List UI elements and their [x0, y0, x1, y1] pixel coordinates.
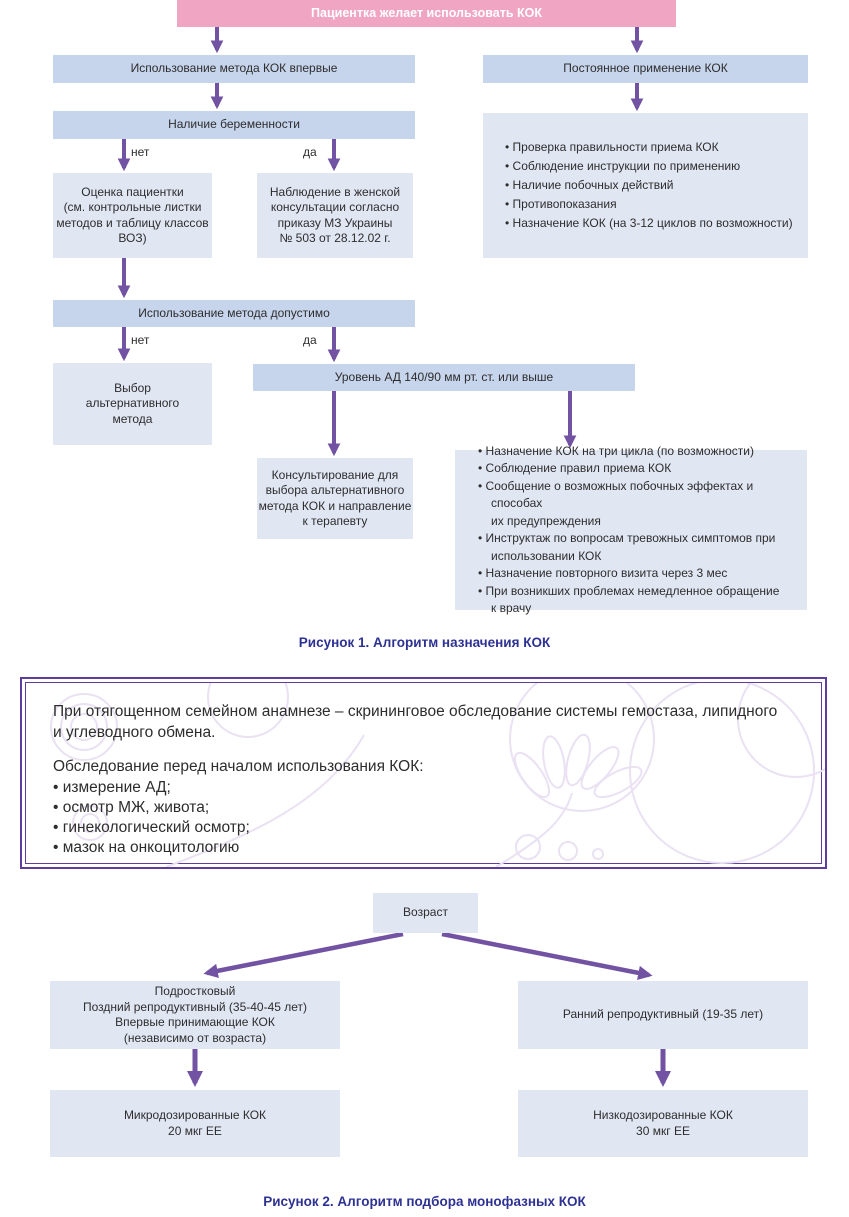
node-group-adolescent — [50, 981, 340, 1049]
checklist-item: • Противопоказания — [505, 195, 798, 214]
node-pregnancy — [53, 111, 415, 139]
node-lowdosed-kok-label: Низкодозированные КОК 30 мкг ЕЕ — [593, 1108, 733, 1138]
infobox-list — [53, 778, 795, 858]
node-observation — [257, 173, 413, 258]
continuous-checklist — [505, 138, 798, 233]
checklist-item: • Назначение КОК (на 3-12 циклов по возможности) — [505, 214, 798, 233]
figure1-caption: Рисунок 1. Алгоритм назначения КОК — [298, 635, 551, 650]
infobox-heading: Обследование перед началом использования КОК: — [53, 758, 424, 775]
node-first-use — [53, 55, 415, 83]
node-lowdosed-kok — [518, 1090, 808, 1157]
flow-arrow-diagonal — [207, 934, 403, 973]
flow-arrow-diagonal — [442, 934, 649, 975]
checklist-item: • Назначение КОК на три цикла (по возможности) — [478, 443, 793, 461]
node-blood-pressure-label: Уровень АД 140/90 мм рт. ст. или выше — [334, 369, 554, 384]
branch-label-yes: да — [303, 333, 317, 347]
node-group-early-reproductive-label: Ранний репродуктивный (19-35 лет) — [562, 1007, 764, 1022]
node-root — [177, 0, 676, 27]
node-alternative-method — [53, 363, 212, 445]
branch-label-no: нет — [131, 333, 150, 347]
figure2-caption: Рисунок 2. Алгоритм подбора монофазных КОК — [263, 1194, 586, 1209]
node-blood-pressure — [253, 364, 635, 391]
node-continuous-checklist — [483, 113, 808, 258]
prescription-checklist — [478, 443, 793, 618]
infobox-content — [22, 679, 825, 858]
branch-label-no: нет — [131, 145, 150, 159]
node-age-label: Возраст — [403, 905, 448, 920]
node-continuous-use — [483, 55, 808, 83]
node-group-adolescent-label: Подростковый Поздний репродуктивный (35-40-45 лет) Впервые принимающие КОК (независимо от возраста) — [82, 984, 308, 1045]
node-pregnancy-label: Наличие беременности — [168, 117, 300, 132]
checklist-item: • При возникших проблемах немедленное обращение к врачу — [478, 583, 793, 618]
checklist-item: • Наличие побочных действий — [505, 176, 798, 195]
infobox-item: • мазок на онкоцитологию — [53, 838, 795, 858]
node-continuous-use-label: Постоянное применение КОК — [563, 61, 728, 76]
node-method-acceptable — [53, 300, 415, 327]
node-microdosed-kok-label: Микродозированные КОК 20 мкг ЕЕ — [123, 1108, 267, 1138]
infobox-item: • гинекологический осмотр; — [53, 818, 795, 838]
infobox-item: • измерение АД; — [53, 778, 795, 798]
checklist-item: • Сообщение о возможных побочных эффектах и способах их предупреждения — [478, 478, 793, 531]
node-assessment-label: Оценка пациентки (см. контрольные листки методов и таблицу классов ВОЗ) — [56, 184, 209, 245]
infobox-item: • осмотр МЖ, живота; — [53, 798, 795, 818]
node-assessment — [53, 173, 212, 258]
node-microdosed-kok — [50, 1090, 340, 1157]
checklist-item: • Инструктаж по вопросам тревожных симптомов при использовании КОК — [478, 530, 793, 565]
node-counseling — [257, 458, 413, 539]
branch-label-yes: да — [303, 145, 317, 159]
node-alternative-method-label: Выбор альтернативного метода — [85, 380, 180, 426]
checklist-item: • Назначение повторного визита через 3 мес — [478, 565, 793, 583]
infobox-paragraph: При отягощенном семейном анамнезе – скрининговое обследование системы гемостаза, липидного и углеводного обмена. — [53, 703, 778, 741]
node-counseling-label: Консультирование для выбора альтернативного метода КОК и направление к терапевту — [258, 467, 412, 528]
checklist-item: • Соблюдение инструкции по применению — [505, 157, 798, 176]
node-observation-label: Наблюдение в женской консультации согласно приказу МЗ Украины № 503 от 28.12.02 г. — [269, 184, 401, 245]
node-group-early-reproductive — [518, 981, 808, 1049]
node-prescription-checklist — [455, 443, 807, 615]
node-method-acceptable-label: Использование метода допустимо — [138, 305, 330, 320]
node-first-use-label: Использование метода КОК впервые — [130, 61, 338, 76]
node-age — [373, 893, 478, 933]
node-root-label: Пациентка желает использовать КОК — [311, 5, 542, 20]
checklist-item: • Проверка правильности приема КОК — [505, 138, 798, 157]
checklist-item: • Соблюдение правил приема КОК — [478, 460, 793, 478]
infobox — [20, 677, 827, 869]
